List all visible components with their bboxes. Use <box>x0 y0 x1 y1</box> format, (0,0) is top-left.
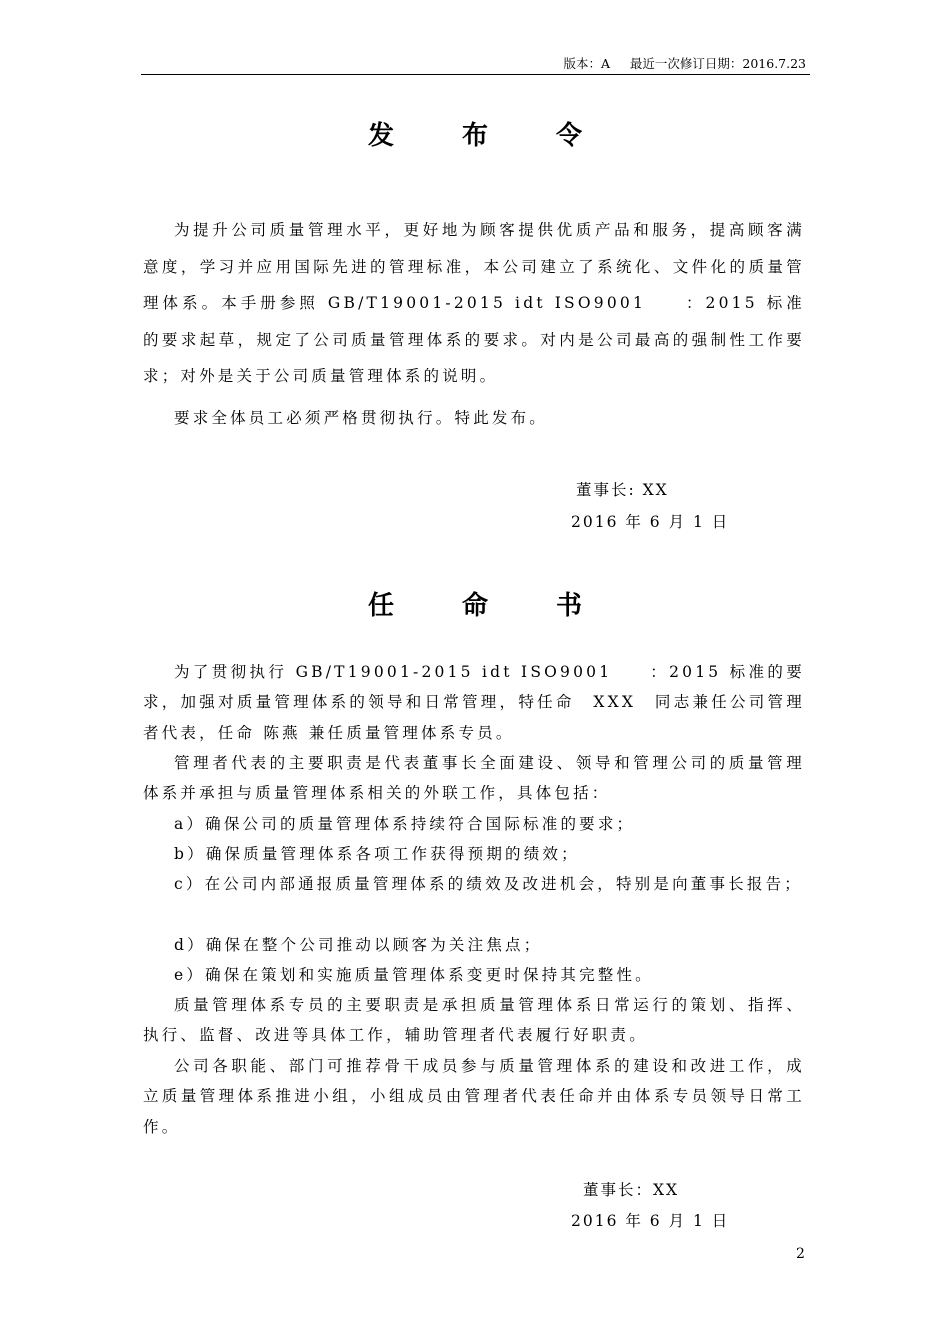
appointment-title-char-1: 任 <box>367 591 394 621</box>
duty-item-c: c）在公司内部通报质量管理体系的绩效及改进机会，特别是向董事长报告； <box>174 875 803 893</box>
appointment-paragraph-4: 公司各职能、部门可推荐骨干成员参与质量管理体系的建设和改进工作，成立质量管理体系推进小组，小组成员由管理者代表任命并由体系专员领导日常工作。 <box>143 1057 805 1136</box>
appointment-title-char-2: 命 <box>461 591 488 621</box>
page-header: 版本：A 最近一次修订日期：2016.7.23 <box>141 56 810 75</box>
appointment-paragraph-3: 质量管理体系专员的主要职责是承担质量管理体系日常运行的策划、指挥、执行、监督、改进等具体工作，辅助管理者代表履行好职责。 <box>143 996 805 1045</box>
decree-title-char-1: 发 <box>367 121 394 151</box>
duty-item-a: a）确保公司的质量管理体系持续符合国际标准的要求； <box>174 815 636 833</box>
appointment-title <box>0 585 950 622</box>
decree-title-char-2: 布 <box>461 121 488 151</box>
decree-title-char-3: 令 <box>556 121 583 151</box>
duty-item-b: b）确保质量管理体系各项工作获得预期的绩效； <box>174 845 580 863</box>
appointment-signer: 董事长：XX <box>583 1181 680 1199</box>
duty-item-e: e）确保在策划和实施质量管理体系变更时保持其完整性。 <box>174 966 654 984</box>
decree-signer: 董事长: XX <box>576 481 669 499</box>
appointment-date: 2016 年 6 月 1 日 <box>571 1212 730 1230</box>
appointment-paragraph-2: 管理者代表的主要职责是代表董事长全面建设、领导和管理公司的质量管理体系并承担与质量管理体系相关的外联工作，具体包括： <box>143 754 805 803</box>
decree-paragraph-1: 为提升公司质量管理水平，更好地为顾客提供优质产品和服务，提高顾客满意度，学习并应用国际先进的管理标准，本公司建立了系统化、文件化的质量管理体系。本手册参照 GB/T19001-2015 idt ISO9001 ：2015 标准的要求起草，规定了公司质量管理体系的要求。对内是公司最高的强制性工作要求；对外是关于公司质量管理体系的说明。 <box>143 221 805 385</box>
decree-date: 2016 年 6 月 1 日 <box>571 513 730 531</box>
decree-paragraph-2: 要求全体员工必须严格贯彻执行。特此发布。 <box>174 409 549 427</box>
decree-title <box>0 115 950 152</box>
duty-item-d: d）确保在整个公司推动以顾客为关注焦点； <box>174 936 543 954</box>
page-number: 2 <box>796 1246 805 1262</box>
appointment-title-char-3: 书 <box>556 591 583 621</box>
appointment-paragraph-1: 为了贯彻执行 GB/T19001-2015 idt ISO9001 ：2015 标准的要求，加强对质量管理体系的领导和日常管理，特任命 XXX 同志兼任公司管理者代表，任命 陈燕 兼任质量管理体系专员。 <box>143 663 805 742</box>
